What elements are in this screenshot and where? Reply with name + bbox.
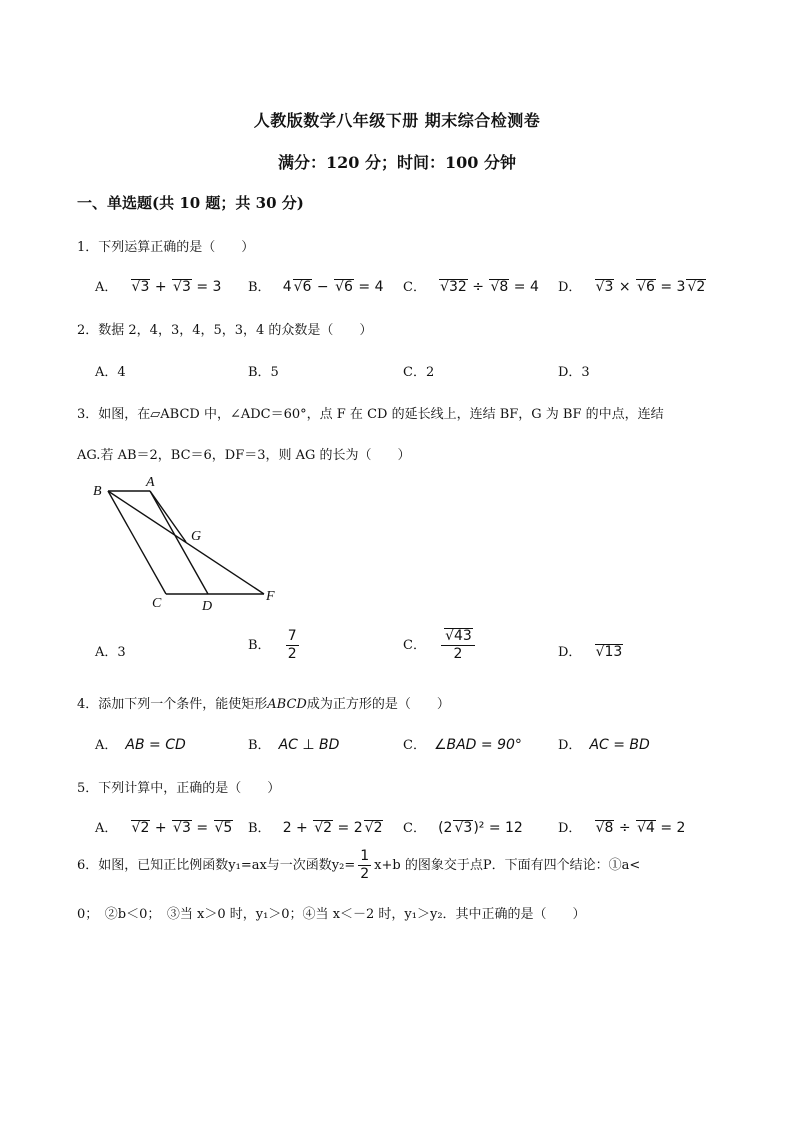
label-c: C: [152, 596, 162, 611]
q3-option-d[interactable]: D． √ 13: [558, 641, 623, 660]
section-heading: 一、单选题(共 10 题；共 30 分): [77, 194, 304, 212]
label-d: D: [202, 599, 213, 614]
q1-option-a[interactable]: A． √ 3 + √ 3 = 3: [95, 276, 221, 295]
q1-option-b[interactable]: B． 4√ 6 − √ 6 = 4: [248, 276, 384, 295]
q2-option-d[interactable]: D．3: [558, 365, 590, 380]
q1-d-expression: √ 3 × √ 6 = 3√ 2: [594, 279, 707, 295]
q5-option-b[interactable]: B． 2 + √ 2 = 2√ 2: [248, 817, 383, 836]
label-b: B: [93, 484, 102, 499]
label-g: G: [191, 529, 202, 544]
q5-d-expression: √ 8 ÷ √ 4 = 2: [594, 820, 686, 836]
question-4: 4．添加下列一个条件，能使矩形ABCD成为正方形的是（ ）: [77, 697, 450, 712]
q4-option-b[interactable]: B． AC ⊥ BD: [248, 737, 340, 753]
q5-c-expression: (2√ 3)² = 12: [438, 820, 523, 836]
q3-option-b[interactable]: B． $\frac{7}{2}$: [248, 628, 297, 662]
question-3-line-1: 3．如图，在▱ABCD 中，∠ADC＝60°，点 F 在 CD 的延长线上，连结 BF，G 为 BF 的中点，连结: [77, 407, 664, 422]
question-6-line-1: 6．如图，已知正比例函数y₁=ax与一次函数y₂= $\frac{1}{2}$ x+b 的图象交于点P．下面有四个结论：①a<: [77, 848, 641, 882]
q1-a-expression: √ 3 + √ 3 = 3: [130, 279, 222, 295]
q5-option-a[interactable]: A． √ 2 + √ 3 = √ 5: [95, 817, 233, 836]
q5-option-c[interactable]: C． (2√ 3)² = 12: [403, 817, 523, 836]
q6-fraction: $\frac{1}{2}$: [360, 848, 370, 882]
q4-option-c[interactable]: C． ∠BAD = 90°: [403, 737, 522, 753]
question-3-line-2: AG.若 AB＝2，BC＝6，DF＝3，则 AG 的长为（ ）: [77, 448, 411, 463]
q3-option-c[interactable]: C． √ $\frac{43}{2}$: [403, 628, 478, 663]
q4-option-d[interactable]: D． AC = BD: [558, 737, 650, 753]
q1-option-d[interactable]: D． √ 3 × √ 6 = 3√ 2: [558, 276, 706, 295]
q5-b-expression: 2 + √ 2 = 2√ 2: [283, 820, 384, 836]
parallelogram-figure: [88, 470, 288, 615]
q1-option-c[interactable]: C． √ 32 ÷ √ 8 = 4: [403, 276, 539, 295]
q2-option-a[interactable]: A．4: [95, 365, 126, 380]
page-title: 人教版数学八年级下册 期末综合检测卷: [253, 111, 541, 130]
page-subtitle: 满分：120 分；时间：100 分钟: [278, 153, 516, 172]
question-5: 5．下列计算中，正确的是（ ）: [77, 781, 281, 796]
q3-d-radical: √ 13: [595, 644, 624, 660]
q5-a-expression: √ 2 + √ 3 = √ 5: [130, 820, 234, 836]
q3-c-fraction: √ $\frac{43}{2}$: [441, 628, 475, 663]
question-6-line-2: 0； ②b＜0； ③当 x＞0 时，y₁＞0；④当 x＜－2 时，y₁＞y₂．其中正确的是（ ）: [77, 907, 586, 922]
q2-option-b[interactable]: B．5: [248, 365, 279, 380]
q1-b-expression: 4√ 6 − √ 6 = 4: [283, 279, 384, 295]
q4-option-a[interactable]: A． AB = CD: [95, 737, 186, 753]
segment-bc: [108, 491, 166, 594]
q2-option-c[interactable]: C．2: [403, 365, 435, 380]
q3-option-a[interactable]: A．3: [95, 645, 126, 660]
label-a: A: [146, 475, 155, 490]
label-f: F: [266, 589, 275, 604]
segment-ag: [150, 491, 186, 542]
segment-bf: [108, 491, 264, 594]
q3-b-fraction: $\frac{7}{2}$: [287, 628, 297, 662]
q1-c-expression: √ 32 ÷ √ 8 = 4: [438, 279, 539, 295]
q5-option-d[interactable]: D． √ 8 ÷ √ 4 = 2: [558, 817, 685, 836]
question-2: 2．数据 2，4，3，4，5，3，4 的众数是（ ）: [77, 323, 373, 338]
question-1: 1．下列运算正确的是（ ）: [77, 240, 255, 255]
